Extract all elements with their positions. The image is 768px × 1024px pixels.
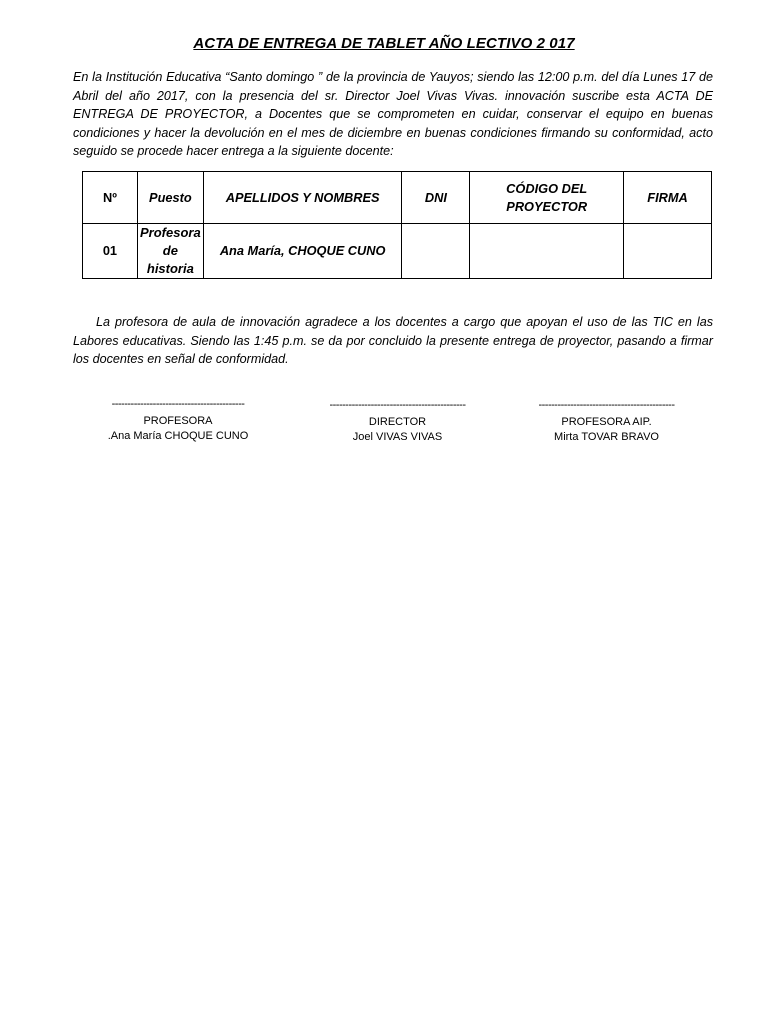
cell-dni [402,224,470,279]
header-puesto: Puesto [137,172,203,224]
signature-name: .Ana María CHOQUE CUNO [107,430,249,442]
header-num: Nº [83,172,138,224]
header-nombres: APELLIDOS Y NOMBRES [203,172,402,224]
signature-line: ------------------------------------------- [329,399,466,411]
intro-paragraph: En la Institución Educativa “Santo domingo ” de la provincia de Yauyos; siendo las 12:00 p.m. del día Lunes 17 de Abril del año 2017, con la presencia del sr. Director Joel Vivas Vivas. innovación suscribe esta ACTA DE ENTREGA DE PROYECTOR, a Docentes que se comprometen en cuidar, conservar el equipo en buenas condiciones y hacer la devolución en el mes de diciembre en buenas condiciones firmando su conformidad, acto seguido se procede hacer entrega a la siguiente docente: [73,70,713,159]
signature-role: DIRECTOR [368,416,427,428]
cell-num: 01 [83,224,138,279]
signature-role: PROFESORA AIP. [561,416,652,428]
closing-paragraph: La profesora de aula de innovación agradece a los docentes a cargo que apoyan el uso de las TIC en las Labores educativas. Siendo las 1:45 p.m. se da por concluido la presente entrega de proyector, pasando a firmar los docentes en señal de conformidad. [73,315,713,367]
signature-name: Mirta TOVAR BRAVO [554,431,659,443]
header-firma: FIRMA [624,172,712,224]
signature-name: Joel VIVAS VIVAS [352,431,443,443]
signature-block-profesora-aip [519,398,694,445]
header-dni: DNI [402,172,470,224]
cell-firma [624,224,712,279]
document-title: ACTA DE ENTREGA DE TABLET AÑO LECTIVO 2 017 [193,35,575,52]
signature-line: ------------------------------------------- [538,399,675,411]
signature-role: PROFESORA [143,415,213,427]
table-header-row [83,172,712,224]
table-row [83,224,712,279]
signature-block-profesora [92,397,264,444]
signature-line: ------------------------------------------ [111,398,245,410]
signature-block-director [310,398,485,445]
header-codigo: CÓDIGO DEL PROYECTOR [470,172,624,224]
cell-codigo [470,224,624,279]
delivery-table [82,171,712,279]
cell-puesto: Profesora de historia [137,224,203,279]
cell-nombres: Ana María, CHOQUE CUNO [203,224,402,279]
